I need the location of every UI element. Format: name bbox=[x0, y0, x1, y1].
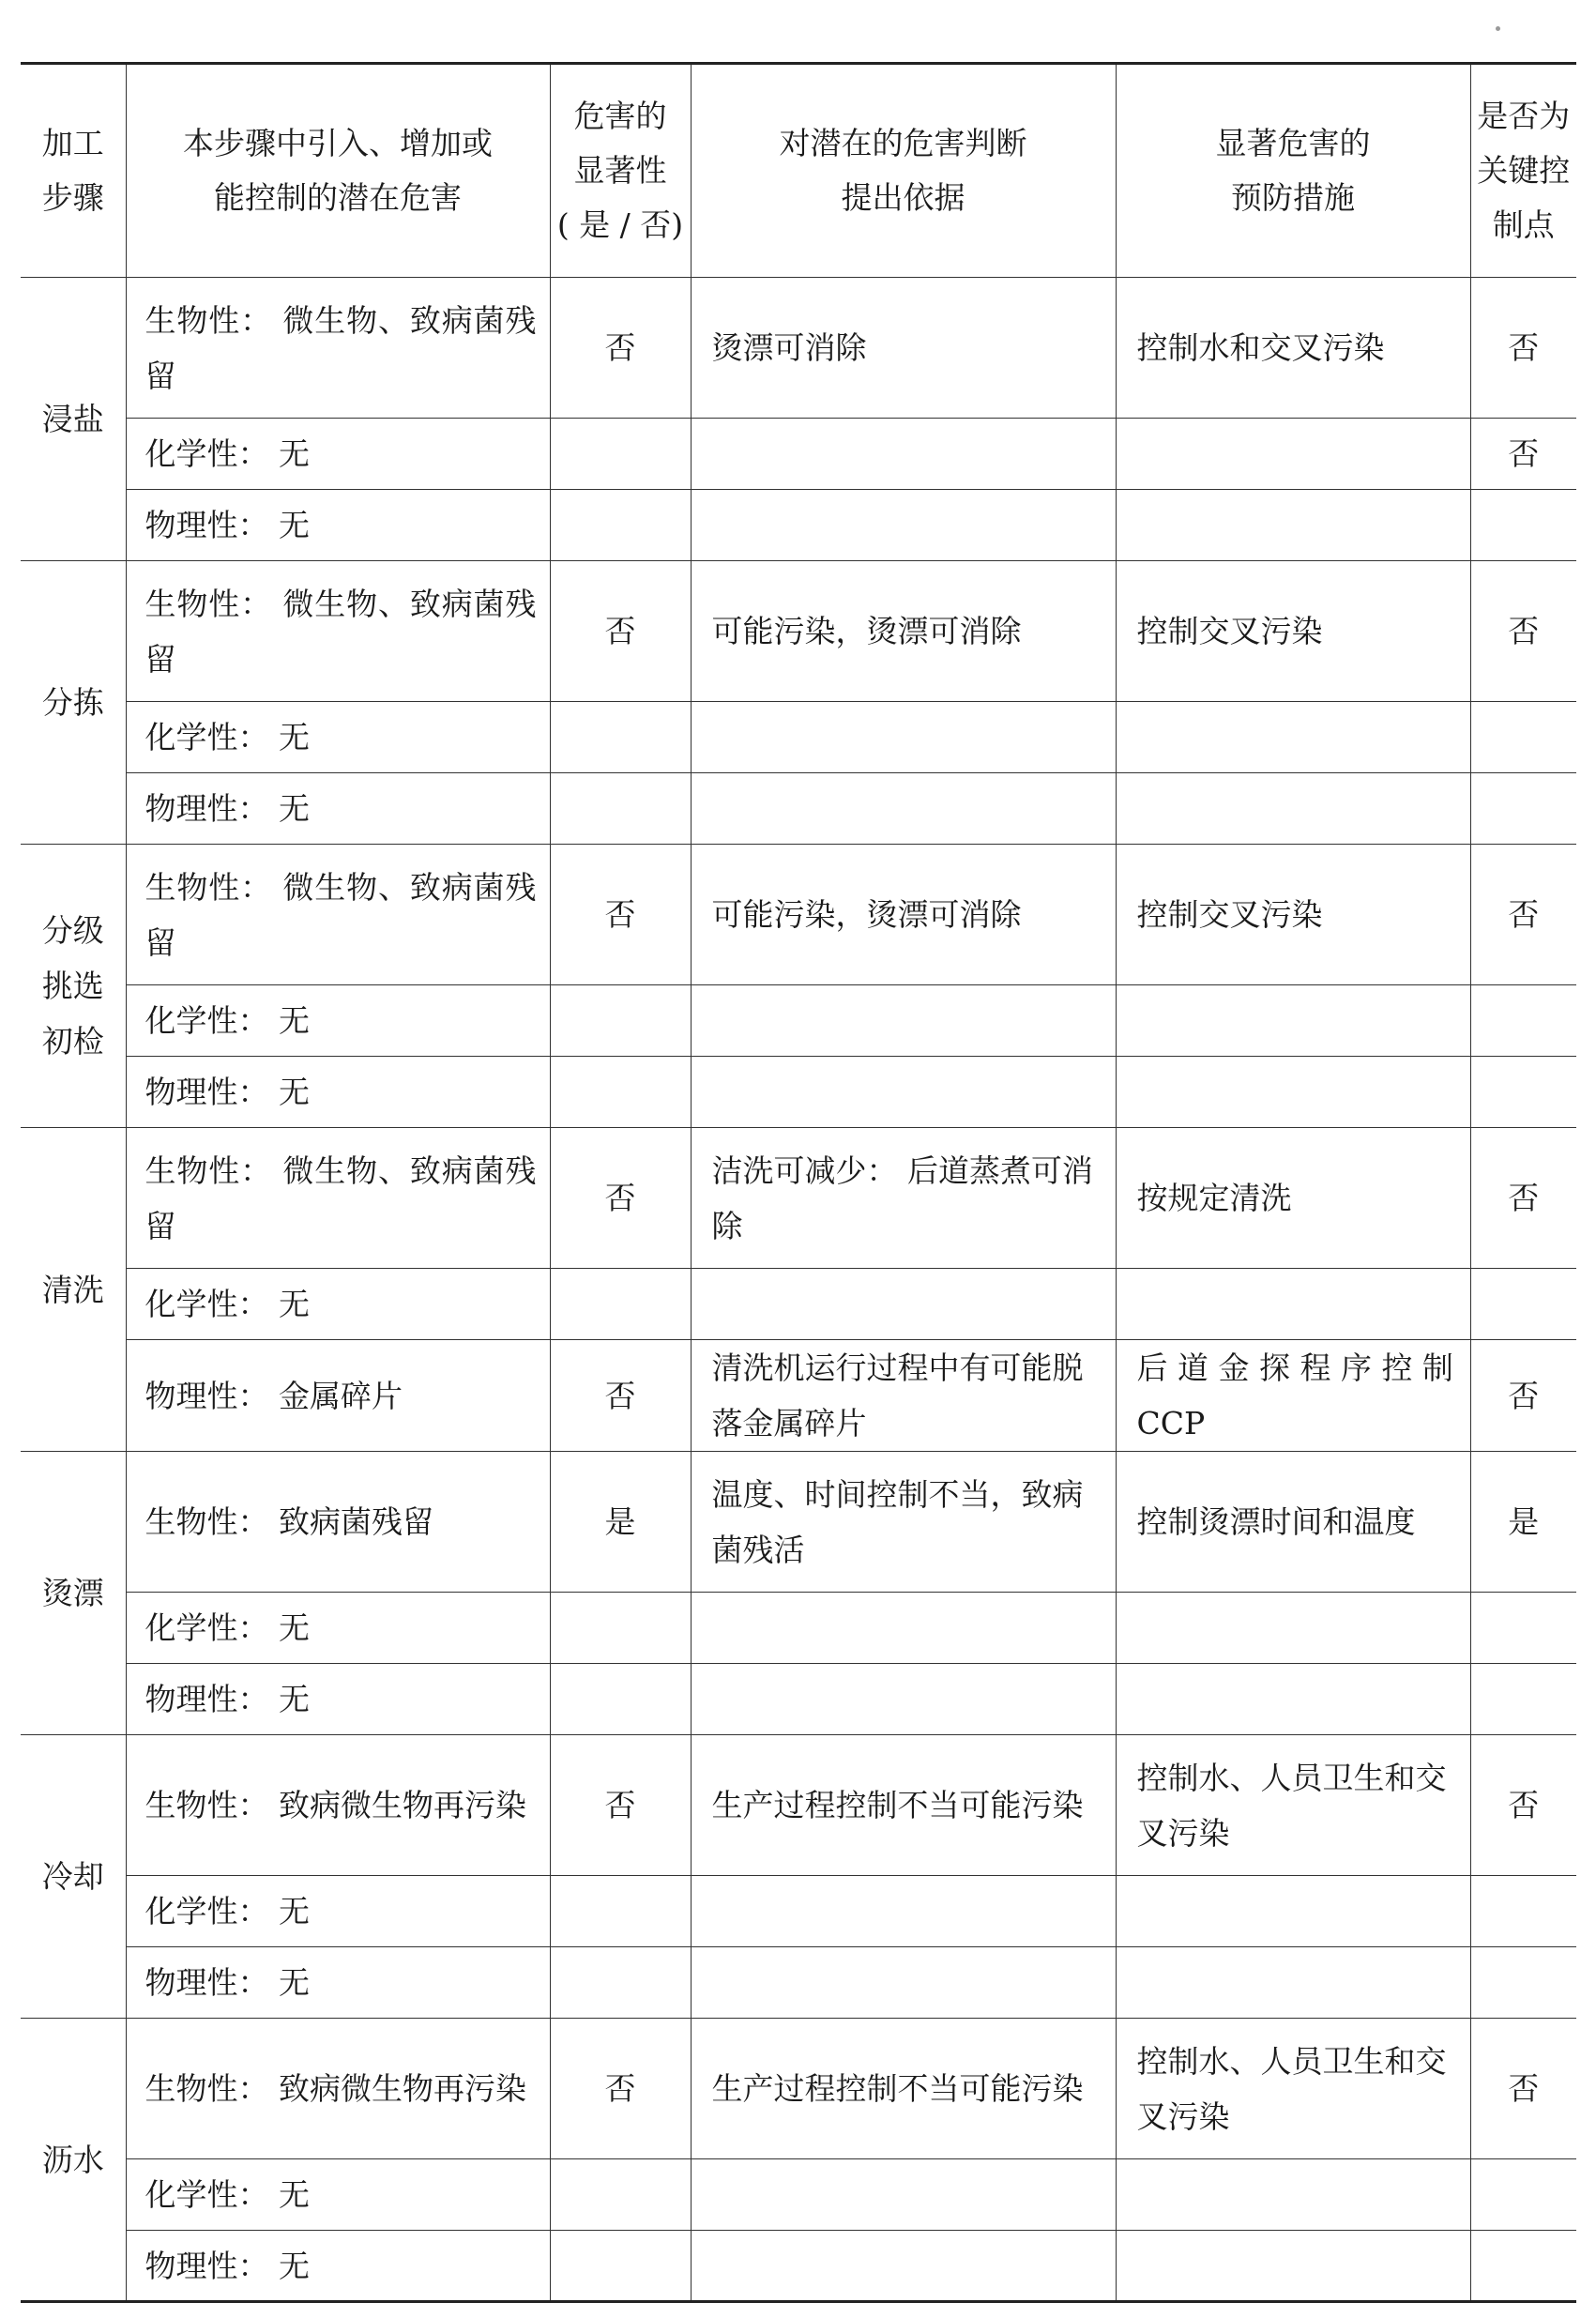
significance-cell bbox=[550, 1664, 691, 1735]
significance-cell bbox=[550, 419, 691, 490]
step-name: 初检 bbox=[41, 1023, 104, 1060]
table-header-row bbox=[21, 64, 1576, 278]
step-name: 分级 bbox=[41, 912, 104, 949]
significance-cell: 否 bbox=[550, 845, 691, 985]
significance-cell: 否 bbox=[550, 561, 691, 702]
step-name: 挑选 bbox=[41, 968, 104, 1004]
header-line: 能控制的潜在危害 bbox=[214, 179, 462, 216]
measure-cell: 控制交叉污染 bbox=[1116, 845, 1470, 985]
basis-cell: 可能污染，烫漂可消除 bbox=[691, 845, 1116, 985]
header-ccp bbox=[1470, 64, 1576, 278]
basis-cell bbox=[691, 2159, 1116, 2231]
table-row bbox=[21, 2231, 1576, 2302]
significance-cell bbox=[550, 702, 691, 773]
significance-cell bbox=[550, 2159, 691, 2231]
significance-cell bbox=[550, 1876, 691, 1947]
basis-cell: 生产过程控制不当可能污染 bbox=[691, 2019, 1116, 2159]
significance-cell: 否 bbox=[550, 1735, 691, 1876]
ccp-cell: 否 bbox=[1470, 419, 1576, 490]
hazard-cell: 物理性： 无 bbox=[126, 1947, 550, 2019]
ccp-cell bbox=[1470, 1057, 1576, 1128]
header-line: 加工 bbox=[41, 125, 104, 161]
header-line: 显著性 bbox=[573, 152, 667, 189]
measure-cell: 控制交叉污染 bbox=[1116, 561, 1470, 702]
basis-cell bbox=[691, 2231, 1116, 2302]
header-basis bbox=[691, 64, 1116, 278]
hazard-cell: 化学性： 无 bbox=[126, 1876, 550, 1947]
step-name-cell bbox=[21, 278, 126, 561]
ccp-cell bbox=[1470, 1876, 1576, 1947]
significance-cell bbox=[550, 985, 691, 1057]
basis-cell: 温度、时间控制不当，致病菌残活 bbox=[691, 1452, 1116, 1593]
ccp-cell bbox=[1470, 2231, 1576, 2302]
table-row bbox=[21, 1340, 1576, 1452]
table-row bbox=[21, 1593, 1576, 1664]
hazard-cell: 生物性： 致病微生物再污染 bbox=[126, 1735, 550, 1876]
header-potential-hazard bbox=[126, 64, 550, 278]
step-name: 清洗 bbox=[41, 1271, 104, 1308]
measure-cell bbox=[1116, 985, 1470, 1057]
header-step bbox=[21, 64, 126, 278]
measure-cell bbox=[1116, 1057, 1470, 1128]
ccp-cell bbox=[1470, 2159, 1576, 2231]
basis-cell: 清洗机运行过程中有可能脱落金属碎片 bbox=[691, 1340, 1116, 1452]
header-line: 预防措施 bbox=[1231, 179, 1355, 216]
hazard-cell: 生物性： 微生物、致病菌残留 bbox=[126, 1128, 550, 1269]
ccp-cell: 否 bbox=[1470, 561, 1576, 702]
measure-cell bbox=[1116, 419, 1470, 490]
measure-cell bbox=[1116, 490, 1470, 561]
ccp-cell: 是 bbox=[1470, 1452, 1576, 1593]
significance-cell: 否 bbox=[550, 278, 691, 419]
basis-cell bbox=[691, 419, 1116, 490]
table-row bbox=[21, 1452, 1576, 1593]
step-name-cell bbox=[21, 845, 126, 1128]
header-line: 提出依据 bbox=[841, 179, 965, 216]
significance-cell bbox=[550, 2231, 691, 2302]
header-significance bbox=[550, 64, 691, 278]
basis-cell bbox=[691, 1057, 1116, 1128]
step-name-cell bbox=[21, 1128, 126, 1452]
ccp-cell bbox=[1470, 1593, 1576, 1664]
step-name: 烫漂 bbox=[41, 1575, 104, 1611]
ccp-cell bbox=[1470, 773, 1576, 845]
step-name: 浸盐 bbox=[41, 401, 104, 437]
header-line: 制点 bbox=[1492, 206, 1555, 243]
hazard-cell: 化学性： 无 bbox=[126, 1269, 550, 1340]
step-name-cell bbox=[21, 2019, 126, 2302]
basis-cell bbox=[691, 1664, 1116, 1735]
measure-cell bbox=[1116, 2159, 1470, 2231]
measure-cell bbox=[1116, 773, 1470, 845]
ccp-cell: 否 bbox=[1470, 278, 1576, 419]
measure-cell: 控制水、人员卫生和交叉污染 bbox=[1116, 2019, 1470, 2159]
ccp-cell bbox=[1470, 702, 1576, 773]
table-row bbox=[21, 773, 1576, 845]
significance-cell: 否 bbox=[550, 2019, 691, 2159]
table-row bbox=[21, 278, 1576, 419]
hazard-cell: 物理性： 无 bbox=[126, 490, 550, 561]
hazard-cell: 化学性： 无 bbox=[126, 2159, 550, 2231]
table-body bbox=[21, 278, 1576, 2302]
hazard-cell: 物理性： 金属碎片 bbox=[126, 1340, 550, 1452]
hazard-cell: 生物性： 微生物、致病菌残留 bbox=[126, 561, 550, 702]
header-line: 是否为 bbox=[1477, 98, 1571, 134]
ccp-cell bbox=[1470, 490, 1576, 561]
table-row bbox=[21, 419, 1576, 490]
header-preventive-measures bbox=[1116, 64, 1470, 278]
ccp-cell bbox=[1470, 985, 1576, 1057]
scan-dot-mark bbox=[1496, 26, 1500, 31]
hazard-cell: 化学性： 无 bbox=[126, 702, 550, 773]
table-row bbox=[21, 702, 1576, 773]
header-line: 关键控 bbox=[1477, 152, 1571, 189]
basis-cell bbox=[691, 1947, 1116, 2019]
significance-cell: 是 bbox=[550, 1452, 691, 1593]
ccp-cell: 否 bbox=[1470, 1340, 1576, 1452]
ccp-cell: 否 bbox=[1470, 2019, 1576, 2159]
significance-cell bbox=[550, 1057, 691, 1128]
hazard-cell: 化学性： 无 bbox=[126, 985, 550, 1057]
measure-cell bbox=[1116, 1876, 1470, 1947]
significance-cell bbox=[550, 773, 691, 845]
table-row bbox=[21, 845, 1576, 985]
table-row bbox=[21, 561, 1576, 702]
measure-cell: 控制烫漂时间和温度 bbox=[1116, 1452, 1470, 1593]
table-row bbox=[21, 1664, 1576, 1735]
measure-cell bbox=[1116, 1664, 1470, 1735]
step-name: 分拣 bbox=[41, 684, 104, 721]
ccp-cell bbox=[1470, 1269, 1576, 1340]
step-name-cell bbox=[21, 1735, 126, 2019]
hazard-cell: 物理性： 无 bbox=[126, 1057, 550, 1128]
measure-cell: 按规定清洗 bbox=[1116, 1128, 1470, 1269]
ccp-cell bbox=[1470, 1947, 1576, 2019]
header-line: 对潜在的危害判断 bbox=[779, 125, 1027, 161]
measure-cell bbox=[1116, 1947, 1470, 2019]
basis-cell bbox=[691, 1269, 1116, 1340]
hazard-cell: 生物性： 致病微生物再污染 bbox=[126, 2019, 550, 2159]
table-row bbox=[21, 985, 1576, 1057]
header-line: 本步骤中引入、增加或 bbox=[183, 125, 493, 161]
measure-cell: 控制水、人员卫生和交叉污染 bbox=[1116, 1735, 1470, 1876]
ccp-cell: 否 bbox=[1470, 1735, 1576, 1876]
measure-cell bbox=[1116, 2231, 1470, 2302]
measure-cell bbox=[1116, 1593, 1470, 1664]
header-line: 显著危害的 bbox=[1215, 125, 1371, 161]
ccp-cell: 否 bbox=[1470, 845, 1576, 985]
basis-cell bbox=[691, 490, 1116, 561]
header-line: ( 是 / 否) bbox=[556, 206, 684, 243]
basis-cell bbox=[691, 773, 1116, 845]
significance-cell: 否 bbox=[550, 1340, 691, 1452]
basis-cell: 可能污染，烫漂可消除 bbox=[691, 561, 1116, 702]
table-row bbox=[21, 1057, 1576, 1128]
hazard-cell: 化学性： 无 bbox=[126, 1593, 550, 1664]
haccp-hazard-analysis-table bbox=[21, 62, 1576, 2303]
significance-cell bbox=[550, 490, 691, 561]
step-name-cell bbox=[21, 561, 126, 845]
significance-cell bbox=[550, 1593, 691, 1664]
basis-cell: 生产过程控制不当可能污染 bbox=[691, 1735, 1116, 1876]
step-name: 沥水 bbox=[41, 2141, 104, 2178]
ccp-cell: 否 bbox=[1470, 1128, 1576, 1269]
ccp-cell bbox=[1470, 1664, 1576, 1735]
table-row bbox=[21, 1128, 1576, 1269]
table-row bbox=[21, 490, 1576, 561]
basis-cell bbox=[691, 1593, 1116, 1664]
basis-cell: 洁洗可减少： 后道蒸煮可消除 bbox=[691, 1128, 1116, 1269]
significance-cell: 否 bbox=[550, 1128, 691, 1269]
hazard-cell: 物理性： 无 bbox=[126, 773, 550, 845]
hazard-cell: 生物性： 致病菌残留 bbox=[126, 1452, 550, 1593]
header-line: 步骤 bbox=[41, 179, 104, 216]
basis-cell bbox=[691, 702, 1116, 773]
measure-cell bbox=[1116, 702, 1470, 773]
hazard-cell: 物理性： 无 bbox=[126, 2231, 550, 2302]
measure-cell: 后 道 金 探 程 序 控 制 CCP bbox=[1116, 1340, 1470, 1452]
significance-cell bbox=[550, 1947, 691, 2019]
table-row bbox=[21, 1947, 1576, 2019]
table-row bbox=[21, 1735, 1576, 1876]
table-row bbox=[21, 1269, 1576, 1340]
table-row bbox=[21, 1876, 1576, 1947]
basis-cell: 烫漂可消除 bbox=[691, 278, 1116, 419]
header-line: 危害的 bbox=[573, 98, 667, 134]
hazard-cell: 生物性： 微生物、致病菌残留 bbox=[126, 845, 550, 985]
table-row bbox=[21, 2159, 1576, 2231]
hazard-cell: 生物性： 微生物、致病菌残留 bbox=[126, 278, 550, 419]
measure-cell: 控制水和交叉污染 bbox=[1116, 278, 1470, 419]
basis-cell bbox=[691, 1876, 1116, 1947]
hazard-cell: 物理性： 无 bbox=[126, 1664, 550, 1735]
significance-cell bbox=[550, 1269, 691, 1340]
step-name: 冷却 bbox=[41, 1858, 104, 1895]
table-row bbox=[21, 2019, 1576, 2159]
basis-cell bbox=[691, 985, 1116, 1057]
step-name-cell bbox=[21, 1452, 126, 1735]
measure-cell bbox=[1116, 1269, 1470, 1340]
hazard-cell: 化学性： 无 bbox=[126, 419, 550, 490]
